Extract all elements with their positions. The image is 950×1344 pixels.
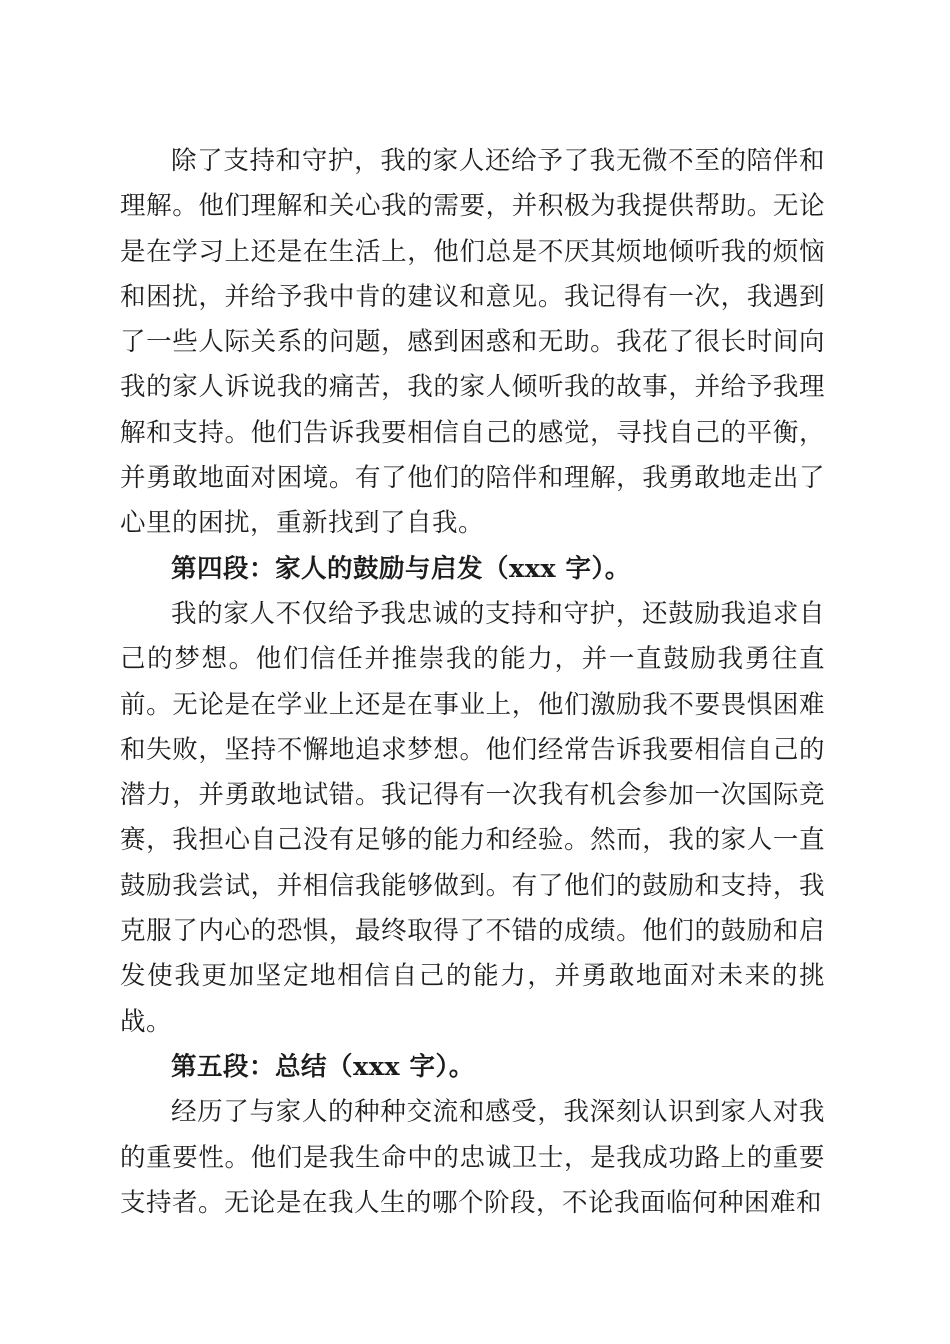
paragraph-encouragement: 我的家人不仅给予我忠诚的支持和守护，还鼓励我追求自己的梦想。他们信任并推崇我的能力，并一直鼓励我勇往直前。无论是在学业上还是在事业上，他们激励我不要畏惧困难和失败，坚持不懈地追求梦想。他们经常告诉我要相信自己的潜力，并勇敢地试错。我记得有一次我有机会参加一次国际竞赛，我担心自己没有足够的能力和经验。然而，我的家人一直鼓励我尝试，并相信我能够做到。有了他们的鼓励和支持，我克服了内心的恐惧，最终取得了不错的成绩。他们的鼓励和启发使我更加坚定地相信自己的能力，并勇敢地面对未来的挑战。: [120, 598, 825, 1037]
document-page: [120, 139, 825, 1226]
paragraph-companionship: 除了支持和守护，我的家人还给予了我无微不至的陪伴和理解。他们理解和关心我的需要，并积极为我提供帮助。无论是在学习上还是在生活上，他们总是不厌其烦地倾听我的烦恼和困扰，并给予我中肯的建议和意见。我记得有一次，我遇到了一些人际关系的问题，感到困惑和无助。我花了很长时间向我的家人诉说我的痛苦，我的家人倾听我的故事，并给予我理解和支持。他们告诉我要相信自己的感觉，寻找自己的平衡，并勇敢地面对困境。有了他们的陪伴和理解，我勇敢地走出了心里的困扰，重新找到了自我。: [120, 146, 825, 539]
paragraph-summary: 经历了与家人的种种交流和感受，我深刻认识到家人对我的重要性。他们是我生命中的忠诚卫士，是我成功路上的重要支持者。无论是在我人生的哪个阶段，不论我面临何种困难和: [120, 1097, 825, 1218]
section-heading-5: 第五段：总结（xxx 字）。: [171, 1051, 475, 1082]
section-heading-4: 第四段：家人的鼓励与启发（xxx 字）。: [171, 553, 631, 584]
